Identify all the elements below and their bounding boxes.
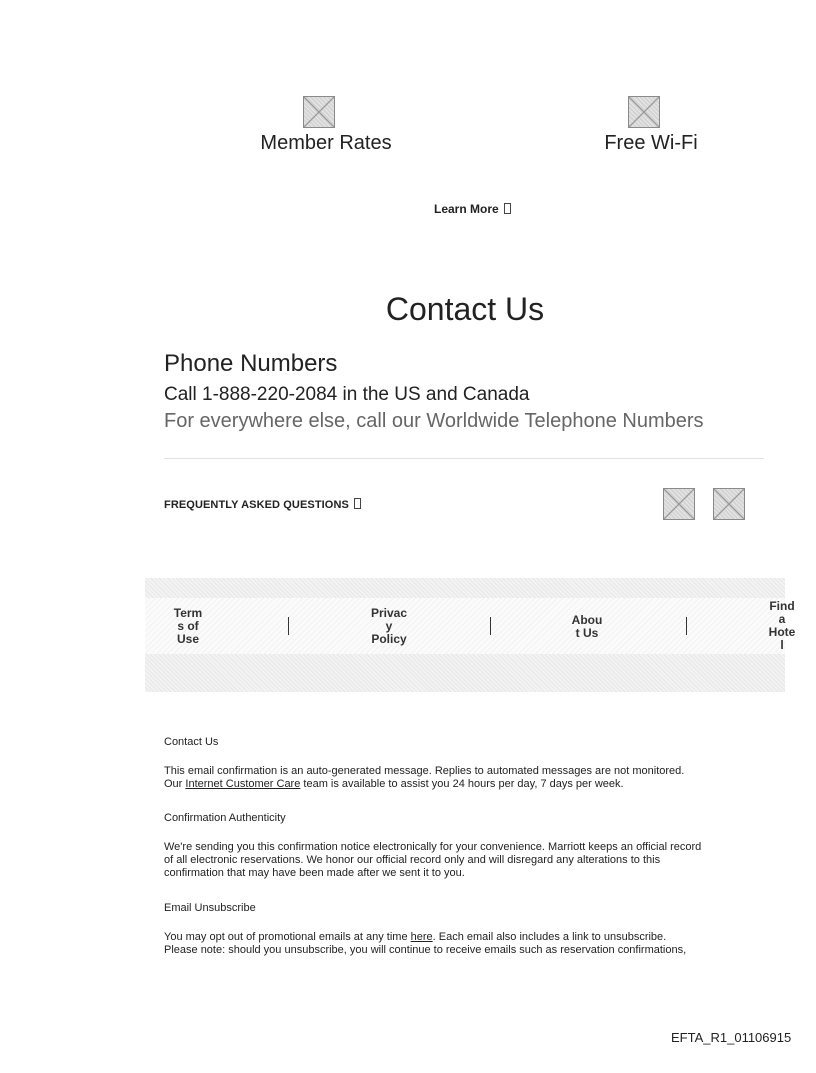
social-broken-image-icon[interactable] — [663, 488, 695, 520]
section-divider — [164, 458, 764, 459]
authenticity-text: We're sending you this confirmation notice electronically for your convenience. Marriott keeps an official record of all electronic reservations. We honor our official record only and will disregard any alterations to this confirmation that may have been made after we sent it to you. — [164, 841, 702, 879]
unsubscribe-heading: Email Unsubscribe — [164, 902, 256, 914]
unsubscribe-text: You may opt out of promotional emails at any time here. Each email also includes a link to unsubscribe. Please note: should you unsubscribe, you will continue to receive emails such as reservation confirmations, — [164, 931, 687, 956]
learn-more-label: Learn More — [434, 202, 499, 216]
footer-separator — [288, 617, 289, 635]
footer-privacy-policy-link[interactable]: Privac y Policy — [370, 606, 408, 646]
auto-message-text: This email confirmation is an auto-generated message. Replies to automated messages are not monitored. Our Internet Customer Care team is available to assist you 24 hours per day, 7 days per week. — [164, 765, 685, 790]
member-rates-label: Member Rates — [260, 132, 392, 154]
unsubscribe-here-link[interactable]: here — [410, 931, 433, 943]
footer-separator — [490, 617, 491, 635]
footer-find-a-hotel-link[interactable]: Find a Hote l — [768, 599, 796, 652]
learn-more-link[interactable] — [434, 202, 511, 216]
footer-nav-inner — [145, 598, 785, 654]
footer-about-us-link[interactable]: Abou t Us — [571, 613, 603, 640]
member-rates-broken-image-icon — [303, 96, 335, 128]
contact-title: Contact Us — [385, 291, 545, 327]
authenticity-heading: Confirmation Authenticity — [164, 812, 286, 824]
footer-terms-of-use-link[interactable]: Term s of Use — [173, 606, 203, 646]
footer-separator — [686, 617, 687, 635]
faq-label: FREQUENTLY ASKED QUESTIONS — [164, 499, 349, 511]
legal-contact-heading: Contact Us — [164, 736, 219, 748]
missing-glyph-icon — [504, 203, 511, 214]
faq-link[interactable] — [164, 498, 361, 511]
document-id: EFTA_R1_01106915 — [671, 1030, 792, 1045]
internet-customer-care-link[interactable]: Internet Customer Care — [185, 778, 301, 790]
missing-glyph-icon — [354, 498, 361, 509]
us-canada-phone-line: Call 1-888-220-2084 in the US and Canada — [164, 384, 530, 405]
free-wifi-broken-image-icon — [628, 96, 660, 128]
phone-numbers-heading: Phone Numbers — [164, 350, 338, 377]
free-wifi-label: Free Wi-Fi — [604, 132, 698, 154]
worldwide-phone-link[interactable]: For everywhere else, call our Worldwide Telephone Numbers — [164, 410, 704, 432]
social-broken-image-icon[interactable] — [713, 488, 745, 520]
